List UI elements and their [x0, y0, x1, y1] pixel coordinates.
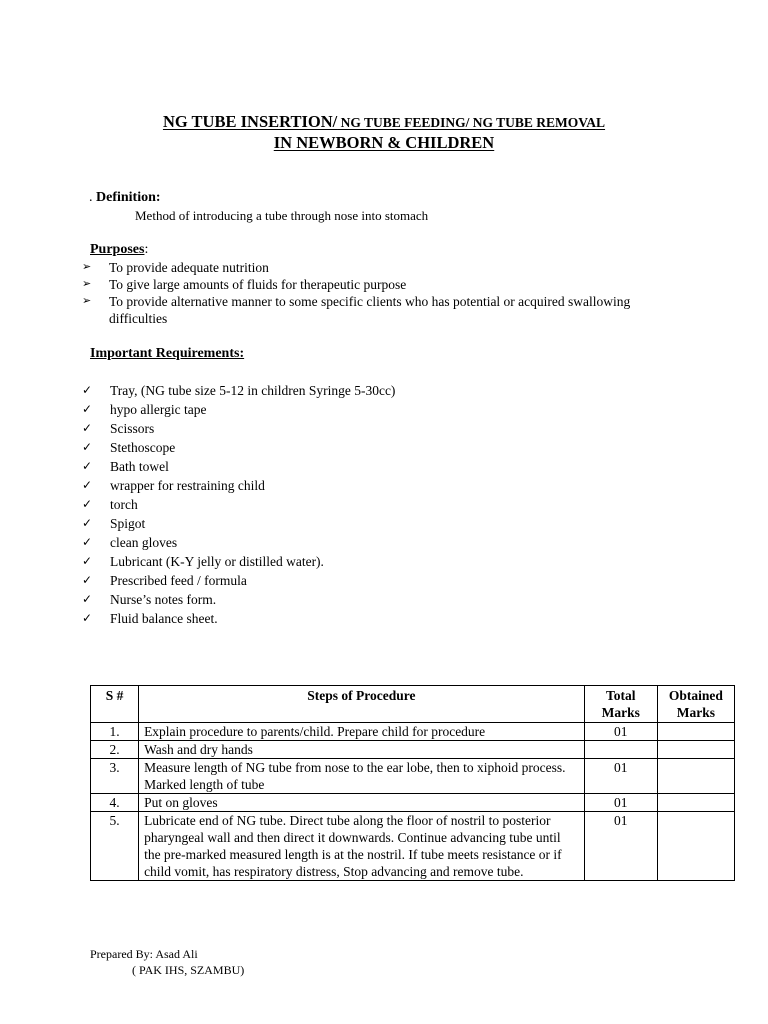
row-obtained-marks[interactable]: [657, 759, 734, 794]
requirement-text: Spigot: [110, 516, 146, 531]
row-step: Measure length of NG tube from nose to the ear lobe, then to xiphoid process. Marked length of tube: [139, 759, 585, 794]
requirement-text: Fluid balance sheet.: [110, 611, 218, 626]
check-icon: ✓: [82, 573, 93, 587]
list-item: [82, 514, 395, 533]
list-item: [82, 381, 395, 400]
row-serial-number: 5.: [91, 812, 139, 881]
check-icon: ✓: [82, 554, 93, 568]
list-item: [82, 293, 642, 327]
list-item: [82, 457, 395, 476]
list-item: [82, 571, 395, 590]
list-item: [82, 276, 642, 293]
requirement-text: Nurse’s notes form.: [110, 592, 217, 607]
prepared-by: Prepared By: Asad Ali: [90, 947, 198, 961]
institution: ( PAK IHS, SZAMBU): [132, 963, 245, 977]
row-total-marks: 01: [584, 723, 657, 741]
requirement-text: torch: [110, 497, 138, 512]
row-obtained-marks[interactable]: [657, 723, 734, 741]
title-main: NG TUBE INSERTION/: [162, 112, 338, 131]
requirements-heading-text: Important Requirements:: [90, 346, 245, 361]
requirement-text: Stethoscope: [110, 440, 176, 455]
header-serial-number: S #: [91, 686, 139, 723]
purposes-heading: [90, 242, 148, 258]
purposes-heading-text: Purposes: [90, 242, 145, 257]
table-header-row: [91, 686, 735, 723]
row-total-marks: 01: [584, 759, 657, 794]
requirement-text: Prescribed feed / formula: [110, 573, 247, 588]
list-item: [82, 533, 395, 552]
row-total-marks: 01: [584, 794, 657, 812]
table-row: [91, 759, 735, 794]
requirement-text: hypo allergic tape: [110, 402, 207, 417]
arrow-bullet-icon: ➢: [82, 295, 92, 307]
purposes-colon: :: [144, 242, 149, 257]
arrow-bullet-icon: ➢: [82, 278, 92, 290]
requirements-list: [82, 381, 395, 628]
check-icon: ✓: [82, 535, 93, 549]
definition-prefix: .: [89, 190, 96, 205]
definition-heading-text: Definition:: [96, 190, 161, 205]
row-serial-number: 1.: [91, 723, 139, 741]
purpose-text: To give large amounts of fluids for therapeutic purpose: [109, 277, 407, 292]
table-row: [91, 794, 735, 812]
header-obtained-marks: Obtained Marks: [657, 686, 734, 723]
requirements-heading: [90, 346, 244, 362]
row-step: Lubricate end of NG tube. Direct tube along the floor of nostril to posterior pharyngeal wall and then direct it downwards. Continue advancing tube until the pre-marked measured length is at the nostril. If tube meets resistance or if child vomit, has respiratory distress, Stop advancing and remove tube.: [139, 812, 585, 881]
row-obtained-marks[interactable]: [657, 812, 734, 881]
requirement-text: Bath towel: [110, 459, 169, 474]
list-item: [82, 590, 395, 609]
list-item: [82, 419, 395, 438]
row-total-marks: [584, 741, 657, 759]
check-icon: ✓: [82, 421, 93, 435]
requirement-text: clean gloves: [110, 535, 178, 550]
list-item: [82, 609, 395, 628]
purposes-list: [82, 259, 642, 327]
check-icon: ✓: [82, 592, 93, 606]
row-step: Put on gloves: [139, 794, 585, 812]
check-icon: ✓: [82, 497, 93, 511]
title-rest: NG TUBE FEEDING/ NG TUBE REMOVAL: [337, 115, 606, 130]
check-icon: ✓: [82, 459, 93, 473]
row-obtained-marks[interactable]: [657, 794, 734, 812]
requirement-text: wrapper for restraining child: [110, 478, 265, 493]
row-serial-number: 4.: [91, 794, 139, 812]
row-step: Explain procedure to parents/child. Prepare child for procedure: [139, 723, 585, 741]
row-total-marks: 01: [584, 812, 657, 881]
definition-heading: [89, 190, 161, 206]
list-item: [82, 438, 395, 457]
header-total-marks: Total Marks: [584, 686, 657, 723]
list-item: [82, 400, 395, 419]
list-item: [82, 495, 395, 514]
requirement-text: Tray, (NG tube size 5-12 in children Syringe 5-30cc): [110, 383, 396, 398]
check-icon: ✓: [82, 383, 93, 397]
check-icon: ✓: [82, 440, 93, 454]
table-row: [91, 741, 735, 759]
list-item: [82, 259, 642, 276]
document-title-line-1: [0, 112, 768, 132]
check-icon: ✓: [82, 611, 93, 625]
row-obtained-marks[interactable]: [657, 741, 734, 759]
purpose-text: To provide adequate nutrition: [109, 260, 269, 275]
definition-text: Method of introducing a tube through nose into stomach: [135, 208, 429, 223]
check-icon: ✓: [82, 516, 93, 530]
arrow-bullet-icon: ➢: [82, 261, 92, 273]
requirement-text: Scissors: [110, 421, 155, 436]
title-subtitle: IN NEWBORN & CHILDREN: [273, 133, 495, 152]
row-step: Wash and dry hands: [139, 741, 585, 759]
list-item: [82, 476, 395, 495]
row-serial-number: 3.: [91, 759, 139, 794]
table-row: [91, 812, 735, 881]
row-serial-number: 2.: [91, 741, 139, 759]
purpose-text: To provide alternative manner to some specific clients who has potential or acquired swallowing difficulties: [109, 294, 631, 326]
requirement-text: Lubricant (K-Y jelly or distilled water).: [110, 554, 324, 569]
header-steps: Steps of Procedure: [139, 686, 585, 723]
check-icon: ✓: [82, 402, 93, 416]
document-title-line-2: [0, 133, 768, 153]
procedure-table: [90, 685, 735, 881]
check-icon: ✓: [82, 478, 93, 492]
list-item: [82, 552, 395, 571]
table-row: [91, 723, 735, 741]
